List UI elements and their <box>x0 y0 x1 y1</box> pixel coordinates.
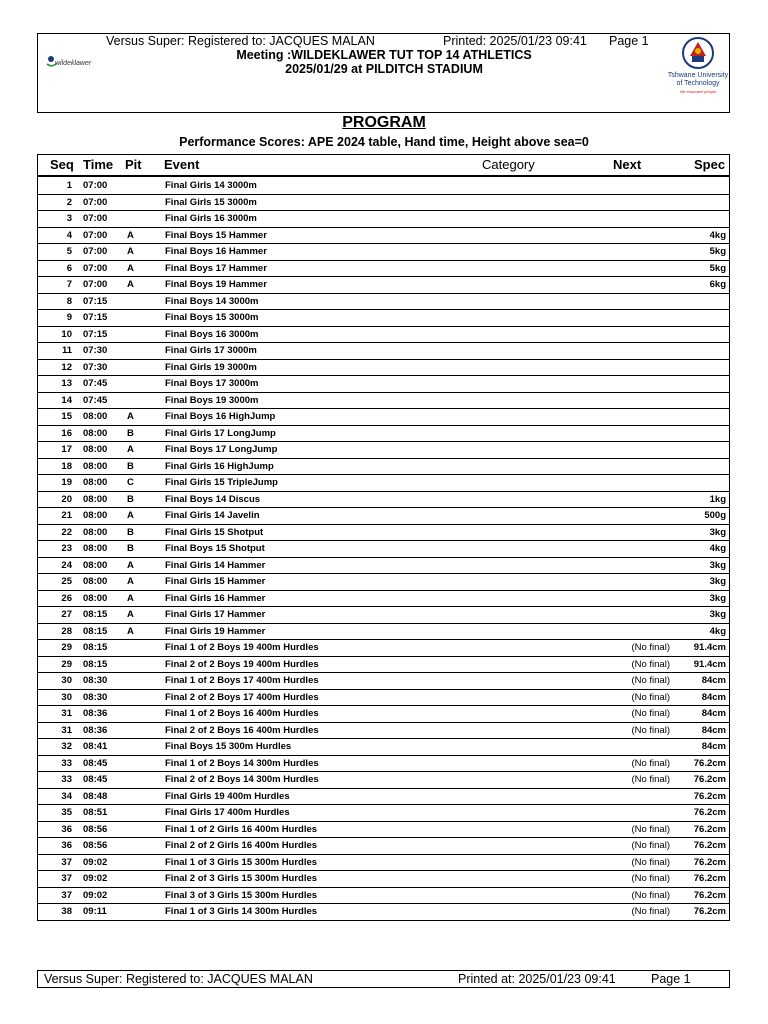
table-row <box>38 723 729 740</box>
cell-spec: 91.4cm <box>693 658 726 670</box>
cell-event: Final 1 of 2 Girls 16 400m Hurdles <box>165 823 318 835</box>
cell-spec: 76.2cm <box>693 790 726 802</box>
cell-time: 08:45 <box>83 757 108 769</box>
cell-spec: 76.2cm <box>693 807 726 818</box>
cell-spec: 500g <box>704 510 726 521</box>
cell-time: 08:48 <box>83 790 108 802</box>
wildeklawer-logo-text: wildeklawer <box>55 60 92 67</box>
cell-event: Final Boys 15 3000m <box>165 312 259 323</box>
cell-event: Final 2 of 2 Boys 19 400m Hurdles <box>165 658 319 670</box>
cell-seq: 37 <box>61 873 72 884</box>
footer-page: Page 1 <box>651 972 691 986</box>
table-row <box>38 277 729 294</box>
cell-event: Final 1 of 2 Boys 14 300m Hurdles <box>165 757 319 769</box>
table-row <box>38 607 729 624</box>
cell-seq: 19 <box>61 477 72 488</box>
table-row <box>38 294 729 311</box>
table-row <box>38 343 729 360</box>
cell-time: 07:15 <box>83 312 108 323</box>
cell-event: Final Girls 16 Hammer <box>165 592 266 604</box>
footer-printed: Printed at: 2025/01/23 09:41 <box>458 972 616 986</box>
table-row <box>38 426 729 443</box>
col-header-seq: Seq <box>50 157 74 172</box>
cell-spec: 84cm <box>701 724 726 736</box>
table-row <box>38 871 729 888</box>
cell-spec: 76.2cm <box>693 823 726 835</box>
cell-next: (No final) <box>631 856 670 868</box>
cell-spec: 76.2cm <box>693 840 726 851</box>
cell-spec: 5kg <box>709 262 726 274</box>
cell-event: Final Girls 14 Javelin <box>165 510 260 521</box>
table-row <box>38 888 729 905</box>
cell-seq: 36 <box>61 840 72 851</box>
cell-seq: 33 <box>61 774 72 785</box>
cell-event: Final 2 of 2 Boys 14 300m Hurdles <box>165 774 319 785</box>
table-row <box>38 228 729 245</box>
cell-time: 08:41 <box>83 741 108 752</box>
cell-time: 08:30 <box>83 691 108 703</box>
cell-event: Final Girls 19 400m Hurdles <box>165 790 290 802</box>
cell-pit: A <box>127 246 134 257</box>
col-header-next: Next <box>613 157 642 172</box>
cell-pit: A <box>127 279 134 290</box>
table-row <box>38 739 729 756</box>
header-page: Page 1 <box>609 34 649 48</box>
cell-event: Final Boys 15 300m Hurdles <box>165 741 292 752</box>
cell-spec: 84cm <box>701 708 726 719</box>
cell-time: 09:02 <box>83 889 108 901</box>
cell-time: 08:00 <box>83 510 108 521</box>
table-row <box>38 327 729 344</box>
cell-pit: A <box>127 229 134 241</box>
cell-time: 08:00 <box>83 444 108 455</box>
cell-time: 08:00 <box>83 526 108 538</box>
cell-seq: 35 <box>61 807 72 818</box>
cell-seq: 33 <box>61 757 72 769</box>
cell-time: 07:30 <box>83 345 108 356</box>
cell-spec: 76.2cm <box>693 906 726 917</box>
cell-spec: 4kg <box>709 625 726 637</box>
page-subtitle: Performance Scores: APE 2024 table, Hand time, Height above sea=0 <box>179 135 589 149</box>
cell-time: 08:15 <box>83 658 108 670</box>
cell-pit: A <box>127 444 134 455</box>
cell-time: 09:02 <box>83 873 108 884</box>
cell-spec: 6kg <box>709 279 726 290</box>
cell-event: Final Boys 17 LongJump <box>165 444 278 455</box>
cell-time: 08:56 <box>83 823 108 835</box>
table-row <box>38 310 729 327</box>
cell-pit: C <box>127 477 134 488</box>
cell-pit: A <box>127 625 134 637</box>
cell-pit: B <box>127 427 134 439</box>
cell-spec: 5kg <box>709 246 726 257</box>
cell-spec: 84cm <box>701 741 726 752</box>
cell-event: Final Boys 17 Hammer <box>165 262 267 274</box>
cell-pit: A <box>127 609 134 620</box>
cell-event: Final Girls 17 LongJump <box>165 427 276 439</box>
cell-seq: 34 <box>61 790 72 802</box>
cell-event: Final Boys 14 3000m <box>165 295 259 307</box>
col-header-category: Category <box>482 157 535 172</box>
cell-event: Final Girls 17 Hammer <box>165 609 266 620</box>
cell-next: (No final) <box>631 906 670 917</box>
cell-event: Final 1 of 3 Girls 14 300m Hurdles <box>165 906 318 917</box>
table-row <box>38 838 729 855</box>
cell-seq: 13 <box>61 378 72 389</box>
cell-event: Final 1 of 2 Boys 19 400m Hurdles <box>165 642 319 653</box>
cell-event: Final Boys 15 Hammer <box>165 229 267 241</box>
table-row <box>38 459 729 476</box>
cell-seq: 22 <box>61 526 72 538</box>
cell-pit: B <box>127 526 134 538</box>
wildeklawer-logo <box>46 54 106 74</box>
cell-event: Final Girls 15 TripleJump <box>165 477 278 488</box>
cell-time: 07:15 <box>83 328 108 340</box>
cell-next: (No final) <box>631 642 670 653</box>
cell-event: Final Boys 16 HighJump <box>165 411 276 422</box>
header-separator <box>38 175 729 177</box>
cell-next: (No final) <box>631 675 670 686</box>
table-row <box>38 706 729 723</box>
cell-time: 08:15 <box>83 642 108 653</box>
cell-seq: 30 <box>61 691 72 703</box>
cell-seq: 25 <box>61 576 72 587</box>
cell-pit: A <box>127 559 134 571</box>
cell-spec: 3kg <box>709 559 726 571</box>
cell-time: 07:00 <box>83 279 108 290</box>
cell-seq: 31 <box>61 708 72 719</box>
cell-seq: 20 <box>61 493 72 505</box>
table-row <box>38 657 729 674</box>
col-header-event: Event <box>164 157 200 172</box>
cell-seq: 6 <box>66 262 72 274</box>
cell-seq: 38 <box>61 906 72 917</box>
cell-event: Final Girls 15 Hammer <box>165 576 266 587</box>
cell-time: 07:00 <box>83 246 108 257</box>
cell-seq: 8 <box>66 295 72 307</box>
cell-seq: 26 <box>61 592 72 604</box>
cell-event: Final Boys 16 Hammer <box>165 246 267 257</box>
cell-spec: 4kg <box>709 229 726 241</box>
table-row <box>38 393 729 410</box>
cell-time: 08:00 <box>83 411 108 422</box>
cell-pit: B <box>127 460 134 472</box>
cell-event: Final 2 of 3 Girls 15 300m Hurdles <box>165 873 318 884</box>
cell-time: 08:36 <box>83 708 108 719</box>
cell-time: 07:00 <box>83 196 108 208</box>
table-row <box>38 211 729 228</box>
table-row <box>38 360 729 377</box>
cell-event: Final Girls 19 Hammer <box>165 625 266 637</box>
cell-event: Final Girls 14 3000m <box>165 180 257 191</box>
table-row <box>38 789 729 806</box>
cell-event: Final Boys 14 Discus <box>165 493 261 505</box>
cell-time: 07:00 <box>83 229 108 241</box>
cell-pit: B <box>127 543 134 554</box>
cell-seq: 16 <box>61 427 72 439</box>
cell-time: 07:00 <box>83 262 108 274</box>
cell-time: 07:15 <box>83 295 108 307</box>
cell-seq: 29 <box>61 642 72 653</box>
program-table <box>37 154 730 921</box>
table-row <box>38 772 729 789</box>
table-row <box>38 640 729 657</box>
cell-spec: 3kg <box>709 592 726 604</box>
cell-event: Final Boys 16 3000m <box>165 328 259 340</box>
table-row <box>38 673 729 690</box>
tut-logo-emblem-icon <box>681 36 715 70</box>
cell-event: Final Girls 17 400m Hurdles <box>165 807 290 818</box>
cell-next: (No final) <box>631 658 670 670</box>
cell-seq: 37 <box>61 889 72 901</box>
cell-time: 08:00 <box>83 477 108 488</box>
table-row <box>38 376 729 393</box>
cell-time: 07:30 <box>83 361 108 373</box>
cell-next: (No final) <box>631 708 670 719</box>
cell-spec: 4kg <box>709 543 726 554</box>
cell-next: (No final) <box>631 691 670 703</box>
cell-time: 08:45 <box>83 774 108 785</box>
tut-logo <box>664 36 732 100</box>
cell-time: 09:11 <box>83 906 107 917</box>
cell-time: 08:00 <box>83 543 108 554</box>
cell-seq: 2 <box>66 196 72 208</box>
table-row <box>38 508 729 525</box>
col-header-spec: Spec <box>694 157 726 172</box>
cell-seq: 29 <box>61 658 72 670</box>
cell-pit: A <box>127 411 134 422</box>
cell-time: 08:15 <box>83 609 108 620</box>
cell-time: 08:56 <box>83 840 108 851</box>
cell-time: 07:00 <box>83 213 108 224</box>
cell-seq: 36 <box>61 823 72 835</box>
program-rows <box>38 178 729 921</box>
page-title: PROGRAM <box>342 114 426 131</box>
cell-spec: 76.2cm <box>693 873 726 884</box>
cell-seq: 11 <box>61 345 72 356</box>
cell-spec: 76.2cm <box>693 757 726 769</box>
table-row <box>38 409 729 426</box>
cell-next: (No final) <box>631 757 670 769</box>
meeting-date-venue: 2025/01/29 at PILDITCH STADIUM <box>285 62 483 76</box>
cell-event: Final 1 of 2 Boys 17 400m Hurdles <box>165 675 319 686</box>
cell-time: 08:00 <box>83 493 108 505</box>
cell-time: 07:00 <box>83 180 108 191</box>
header-printed: Printed: 2025/01/23 09:41 <box>443 34 587 48</box>
cell-spec: 3kg <box>709 526 726 538</box>
cell-seq: 37 <box>61 856 72 868</box>
cell-spec: 91.4cm <box>693 642 726 653</box>
cell-time: 07:45 <box>83 394 108 406</box>
cell-spec: 76.2cm <box>693 889 726 901</box>
tut-logo-name-line1: Tshwane University <box>667 72 729 79</box>
cell-seq: 14 <box>61 394 72 406</box>
cell-seq: 30 <box>61 675 72 686</box>
cell-time: 08:00 <box>83 427 108 439</box>
cell-seq: 12 <box>61 361 72 373</box>
cell-seq: 7 <box>66 279 72 290</box>
cell-pit: A <box>127 592 134 604</box>
cell-seq: 15 <box>61 411 72 422</box>
cell-seq: 5 <box>66 246 72 257</box>
cell-event: Final Girls 14 Hammer <box>165 559 266 571</box>
col-header-time: Time <box>83 157 114 172</box>
cell-pit: B <box>127 493 134 505</box>
cell-seq: 31 <box>61 724 72 736</box>
cell-event: Final Girls 15 3000m <box>165 196 257 208</box>
cell-time: 07:45 <box>83 378 108 389</box>
cell-event: Final 1 of 3 Girls 15 300m Hurdles <box>165 856 318 868</box>
table-row <box>38 855 729 872</box>
table-row <box>38 558 729 575</box>
col-header-pit: Pit <box>125 157 142 172</box>
table-row <box>38 690 729 707</box>
cell-event: Final 2 of 2 Boys 16 400m Hurdles <box>165 724 319 736</box>
cell-seq: 17 <box>61 444 72 455</box>
cell-time: 08:36 <box>83 724 108 736</box>
cell-spec: 84cm <box>701 691 726 703</box>
table-row <box>38 244 729 261</box>
cell-next: (No final) <box>631 724 670 736</box>
cell-time: 08:15 <box>83 625 108 637</box>
cell-event: Final Boys 19 Hammer <box>165 279 267 290</box>
table-row <box>38 541 729 558</box>
cell-time: 08:00 <box>83 592 108 604</box>
cell-seq: 10 <box>61 328 72 340</box>
cell-spec: 84cm <box>701 675 726 686</box>
cell-spec: 3kg <box>709 576 726 587</box>
cell-seq: 24 <box>61 559 72 571</box>
cell-seq: 3 <box>66 213 72 224</box>
cell-seq: 18 <box>61 460 72 472</box>
cell-event: Final Boys 19 3000m <box>165 394 259 406</box>
tut-logo-tagline: We empower people <box>679 89 717 94</box>
cell-spec: 1kg <box>709 493 726 505</box>
tut-logo-name <box>664 72 732 88</box>
table-row <box>38 756 729 773</box>
cell-next: (No final) <box>631 873 670 884</box>
cell-time: 08:51 <box>83 807 108 818</box>
table-row <box>38 525 729 542</box>
cell-seq: 9 <box>66 312 72 323</box>
cell-spec: 3kg <box>709 609 726 620</box>
cell-pit: A <box>127 262 134 274</box>
cell-time: 09:02 <box>83 856 108 868</box>
cell-seq: 28 <box>61 625 72 637</box>
table-row <box>38 904 729 921</box>
table-row <box>38 178 729 195</box>
table-row <box>38 574 729 591</box>
cell-seq: 1 <box>66 180 72 191</box>
cell-pit: A <box>127 510 134 521</box>
cell-event: Final Girls 15 Shotput <box>165 526 264 538</box>
cell-seq: 4 <box>66 229 72 241</box>
cell-spec: 76.2cm <box>693 856 726 868</box>
table-row <box>38 261 729 278</box>
table-row <box>38 822 729 839</box>
cell-event: Final Boys 17 3000m <box>165 378 259 389</box>
cell-seq: 32 <box>61 741 72 752</box>
table-row <box>38 624 729 641</box>
table-row <box>38 195 729 212</box>
table-row <box>38 492 729 509</box>
cell-next: (No final) <box>631 823 670 835</box>
cell-time: 08:00 <box>83 559 108 571</box>
cell-seq: 21 <box>61 510 72 521</box>
cell-next: (No final) <box>631 774 670 785</box>
cell-time: 08:00 <box>83 460 108 472</box>
cell-event: Final 3 of 3 Girls 15 300m Hurdles <box>165 889 318 901</box>
cell-event: Final Girls 16 3000m <box>165 213 257 224</box>
header-registered: Versus Super: Registered to: JACQUES MALAN <box>106 34 375 48</box>
cell-event: Final 2 of 2 Girls 16 400m Hurdles <box>165 840 318 851</box>
cell-event: Final Girls 17 3000m <box>165 345 257 356</box>
cell-spec: 76.2cm <box>693 774 726 785</box>
cell-event: Final Girls 19 3000m <box>165 361 257 373</box>
cell-next: (No final) <box>631 889 670 901</box>
table-row <box>38 475 729 492</box>
cell-seq: 27 <box>61 609 72 620</box>
table-row <box>38 805 729 822</box>
cell-event: Final Boys 15 Shotput <box>165 543 265 554</box>
cell-seq: 23 <box>61 543 72 554</box>
cell-next: (No final) <box>631 840 670 851</box>
cell-event: Final 1 of 2 Boys 16 400m Hurdles <box>165 708 319 719</box>
table-row <box>38 591 729 608</box>
cell-time: 08:30 <box>83 675 108 686</box>
footer <box>37 970 730 988</box>
cell-pit: A <box>127 576 134 587</box>
cell-event: Final Girls 16 HighJump <box>165 460 274 472</box>
footer-registered: Versus Super: Registered to: JACQUES MALAN <box>44 972 313 986</box>
cell-event: Final 2 of 2 Boys 17 400m Hurdles <box>165 691 319 703</box>
tut-logo-name-line2: of Technology <box>676 80 720 87</box>
cell-time: 08:00 <box>83 576 108 587</box>
table-row <box>38 442 729 459</box>
meeting-title: Meeting :WILDEKLAWER TUT TOP 14 ATHLETICS <box>236 48 532 62</box>
